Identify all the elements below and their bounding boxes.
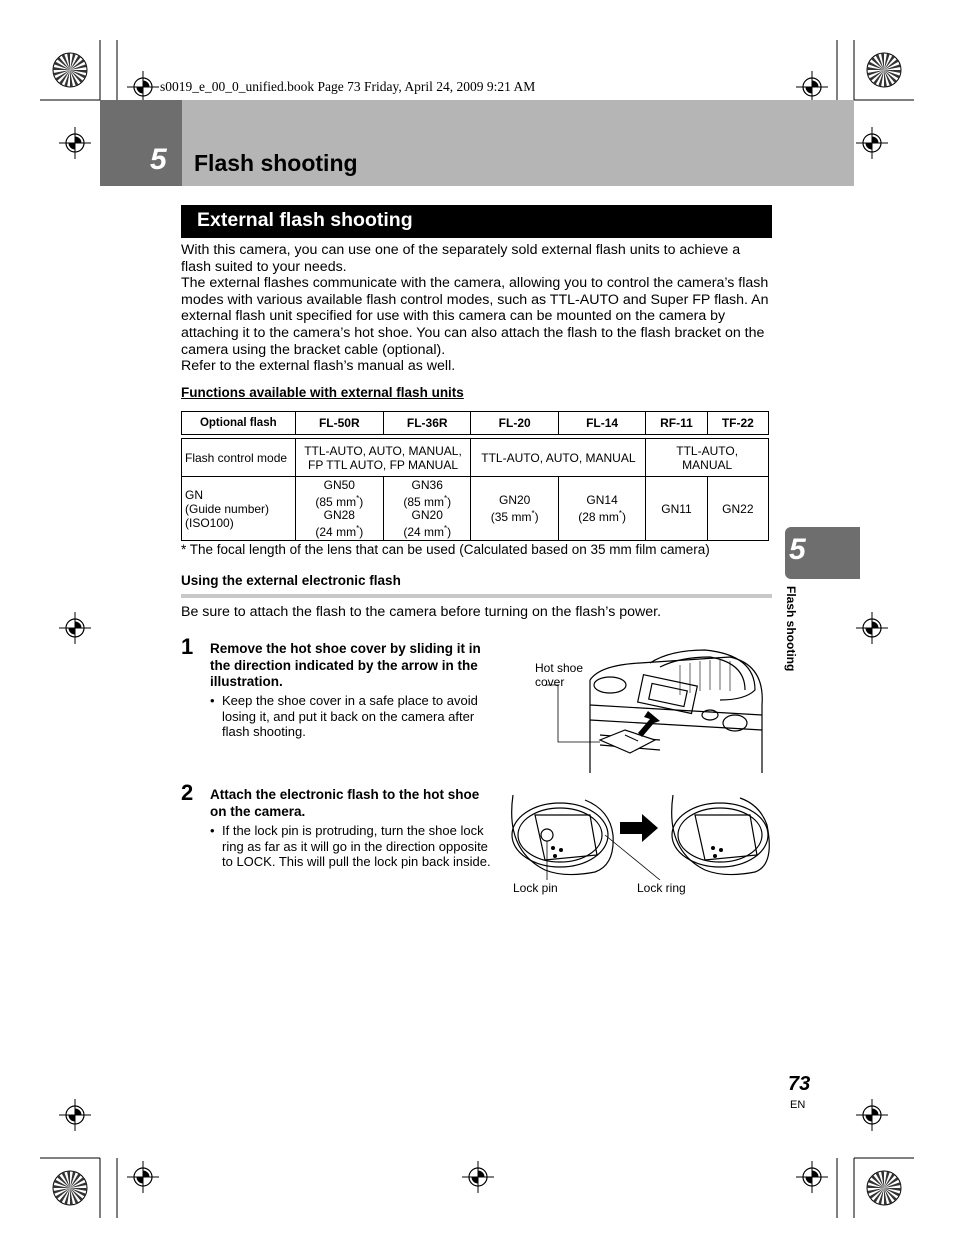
step-bullet-text: If the lock pin is protruding, turn the shoe lock ring as far as it will go in the direction opposite to LOCK. This will pull the lock pin back inside. [222, 823, 491, 869]
side-tab-number: 5 [789, 533, 806, 566]
page-number: 73 [788, 1073, 811, 1095]
registration-mark [59, 1099, 91, 1131]
registration-mark [856, 612, 888, 644]
table-header: RF-11 [646, 412, 707, 435]
gn-value: GN20 [498, 492, 531, 507]
lock-pin-label: Lock pin [513, 881, 558, 895]
table-row-label: Flash control mode [182, 439, 296, 477]
gn-label: (ISO100) [185, 515, 234, 530]
table-cell-text: TTL-AUTO, AUTO, MANUAL, [304, 443, 462, 458]
color-star-target [53, 53, 87, 87]
chapter-title: Flash shooting [194, 150, 358, 176]
side-tab-label: Flash shooting [784, 586, 798, 672]
using-text: Be sure to attach the flash to the camera before turning on the flash’s power. [181, 604, 662, 620]
lock-ring-label: Lock ring [637, 881, 686, 895]
table-cell-text: FP TTL AUTO, FP MANUAL [307, 457, 459, 472]
gn-label: (Guide number) [185, 501, 270, 516]
step-number: 1 [181, 634, 194, 659]
step-bullet [210, 823, 497, 870]
intro-paragraph: The external flashes communicate with the camera, allowing you to control the camera’s flash modes with various available flash control modes, such as TTL-AUTO and Super FP flash. An external flash unit specified for use with this camera can be mounted on the camera by attaching it to the camera’s hot shoe. You can also attach the flash to the flash bracket on the camera using the bracket cable (optional). [181, 275, 769, 358]
paren: ) [359, 524, 364, 539]
table-header-row [182, 412, 769, 435]
table-row [182, 439, 769, 477]
step-bullet-text: Keep the shoe cover in a safe place to avoid losing it, and put it back on the camera after flash shooting. [222, 693, 478, 739]
paren: ) [622, 509, 626, 524]
table-cell [295, 477, 383, 541]
step-title: Attach the electronic flash to the hot shoe on the camera. [210, 787, 480, 819]
print-header: s0019_e_00_0_unified.book Page 73 Friday, April 24, 2009 9:21 AM [160, 79, 536, 94]
table-cell [558, 477, 645, 541]
registration-mark [59, 127, 91, 159]
registration-mark [856, 127, 888, 159]
registration-mark [462, 1161, 494, 1193]
table-row-label [182, 477, 296, 541]
registration-mark [127, 1161, 159, 1193]
registration-mark [59, 612, 91, 644]
table-header: TF-22 [707, 412, 768, 435]
footnote: * The focal length of the lens that can be used (Calculated based on 35 mm film camera) [181, 542, 710, 557]
functions-heading: Functions available with external flash units [181, 385, 464, 400]
side-tab-text [780, 586, 800, 696]
label-text: cover [535, 675, 565, 689]
gn-focal: (24 mm [315, 524, 357, 539]
intro-paragraph: Refer to the external flash’s manual as well. [181, 358, 456, 375]
table-row [182, 477, 769, 541]
table-cell [471, 477, 558, 541]
asterisk: * [444, 523, 448, 533]
gn-label: GN [185, 487, 203, 502]
paren: ) [534, 509, 539, 524]
gn-focal: (24 mm [403, 524, 444, 539]
table-cell: TTL-AUTO, AUTO, MANUAL [471, 439, 646, 477]
step-number: 2 [181, 780, 194, 805]
gn-focal: (85 mm [403, 494, 444, 509]
label-text: Hot shoe [535, 661, 584, 675]
gn-value: GN36 [411, 477, 443, 492]
registration-mark [796, 1161, 828, 1193]
section-title: External flash shooting [197, 209, 413, 231]
asterisk: * [444, 493, 448, 503]
color-star-target [867, 53, 901, 87]
asterisk: * [531, 508, 535, 518]
lock-ring-illustration [505, 790, 770, 880]
asterisk: * [618, 508, 622, 518]
paren: ) [447, 524, 452, 539]
gn-focal: (35 mm [490, 509, 532, 524]
registration-mark [796, 71, 828, 103]
table-header: FL-50R [295, 412, 383, 435]
step-bullet [210, 693, 497, 740]
using-heading: Using the external electronic flash [181, 573, 401, 588]
paren: ) [447, 494, 452, 509]
bullet-dot: • [210, 693, 215, 708]
gn-value: GN14 [586, 492, 618, 507]
chapter-number: 5 [150, 143, 167, 176]
asterisk: * [356, 493, 360, 503]
gn-value: GN28 [323, 507, 355, 522]
gn-value: GN20 [411, 507, 443, 522]
color-star-target [867, 1171, 901, 1205]
registration-mark [127, 71, 159, 103]
hot-shoe-cover-label [535, 661, 583, 689]
intro-paragraph: With this camera, you can use one of the separately sold external flash units to achieve a flash suited to your needs. [181, 242, 741, 275]
flash-functions-table [181, 411, 769, 541]
step-title: Remove the hot shoe cover by sliding it in the direction indicated by the arrow in the illustration. [210, 641, 481, 689]
gn-value: GN50 [323, 477, 355, 492]
asterisk: * [356, 523, 360, 533]
gn-focal: (28 mm [578, 509, 619, 524]
table-header: FL-20 [471, 412, 558, 435]
table-cell: GN22 [707, 477, 768, 541]
paren: ) [359, 494, 364, 509]
divider [181, 594, 772, 598]
table-header: Optional flash [182, 412, 296, 435]
table-cell-text: MANUAL [682, 457, 733, 472]
table-cell-text: TTL-AUTO, [676, 443, 739, 458]
chapter-number-box [100, 100, 182, 186]
registration-mark [856, 1099, 888, 1131]
table-header: FL-14 [558, 412, 645, 435]
bullet-dot: • [210, 823, 215, 838]
table-cell [295, 439, 471, 477]
table-cell [384, 477, 471, 541]
intro-text [181, 242, 773, 375]
color-star-target [53, 1171, 87, 1205]
table-header: FL-36R [384, 412, 471, 435]
gn-focal: (85 mm [315, 494, 357, 509]
page-language: EN [790, 1099, 806, 1111]
table-cell: GN11 [646, 477, 707, 541]
table-cell [646, 439, 769, 477]
